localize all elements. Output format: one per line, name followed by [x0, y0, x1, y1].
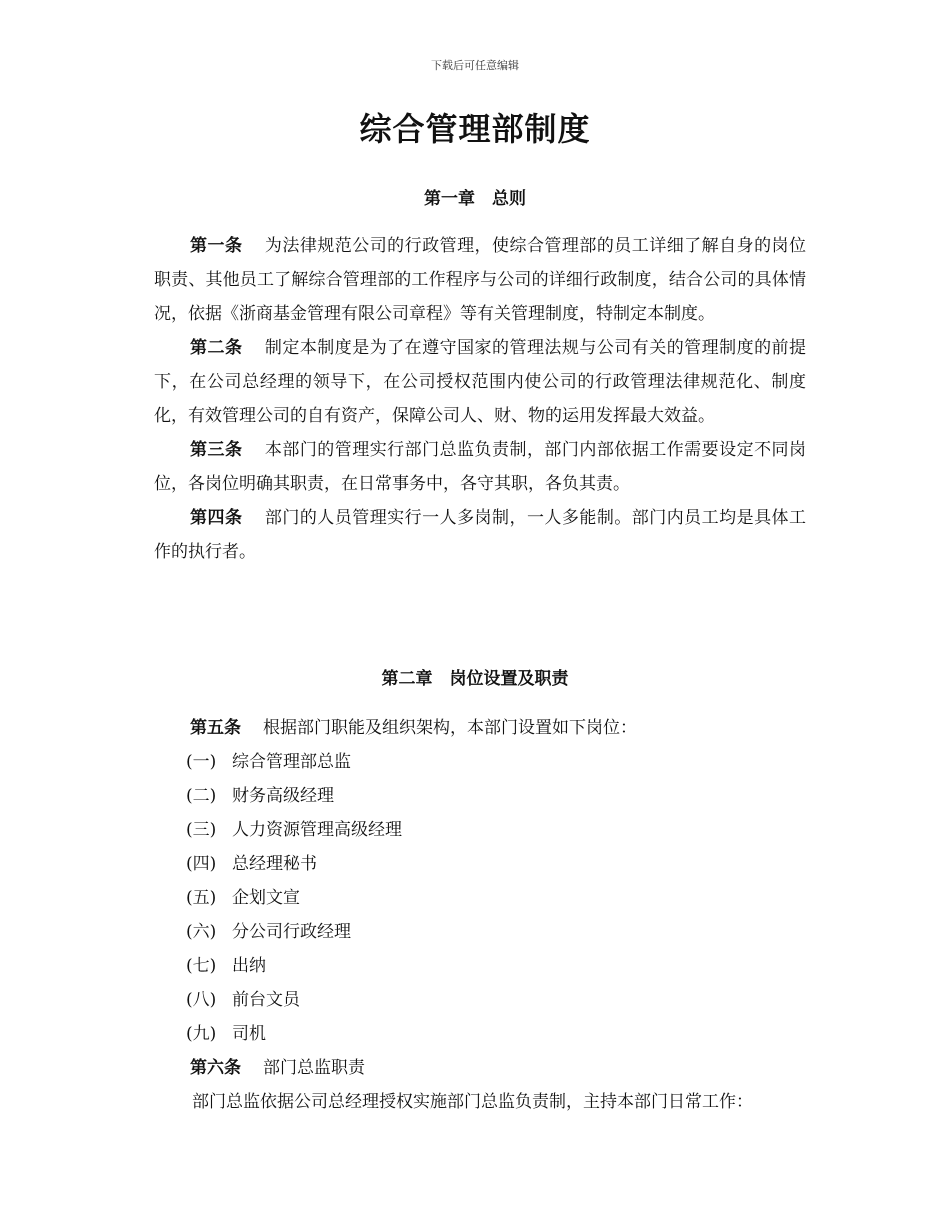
article-2: [154, 331, 806, 433]
position-label: 分公司行政经理: [232, 922, 351, 942]
article-5-number: 第五条: [190, 718, 241, 738]
position-item: [154, 949, 806, 983]
position-label: 综合管理部总监: [232, 752, 351, 772]
article-3-text: 本部门的管理实行部门总监负责制，部门内部依据工作需要设定不同岗位，各岗位明确其职责，在日常事务中，各守其职，各负其责。: [154, 440, 807, 494]
chapter-2-heading: 第二章 岗位设置及职责: [381, 669, 569, 689]
position-marker: (三): [186, 820, 217, 840]
position-item: [154, 915, 806, 949]
chapter-1-heading: 第一章 总则: [424, 189, 526, 209]
position-marker: (六): [186, 922, 217, 942]
position-item: [154, 745, 806, 779]
chapter-2-body: [154, 711, 806, 1119]
article-5: [154, 711, 806, 745]
article-1-text: 为法律规范公司的行政管理，使综合管理部的员工详细了解自身的岗位职责、其他员工了解综合管理部的工作程序与公司的详细行政制度，结合公司的具体情况，依据《浙商基金管理有限公司章程》等有关管理制度，特制定本制度。: [154, 236, 807, 324]
position-marker: (九): [186, 1024, 217, 1044]
position-marker: (七): [186, 956, 217, 976]
article-6-text: 部门总监职责: [263, 1058, 365, 1078]
position-label: 前台文员: [232, 990, 300, 1010]
position-item: [154, 1017, 806, 1051]
position-label: 司机: [232, 1024, 266, 1044]
position-item: [154, 847, 806, 881]
article-4: [154, 501, 806, 569]
position-marker: (一): [186, 752, 217, 772]
article-3-number: 第三条: [190, 440, 243, 460]
position-label: 出纳: [232, 956, 266, 976]
position-marker: (八): [186, 990, 217, 1010]
article-2-number: 第二条: [190, 338, 243, 358]
article-3: [154, 433, 806, 501]
article-5-text: 根据部门职能及组织架构，本部门设置如下岗位：: [263, 718, 637, 738]
article-4-text: 部门的人员管理实行一人多岗制，一人多能制。部门内员工均是具体工作的执行者。: [154, 508, 807, 562]
chapter-1-body: [154, 229, 806, 569]
position-item: [154, 881, 806, 915]
position-item: [154, 983, 806, 1017]
article-1: [154, 229, 806, 331]
position-label: 财务高级经理: [232, 786, 334, 806]
position-label: 总经理秘书: [232, 854, 317, 874]
position-marker: (四): [186, 854, 217, 874]
header-note: 下载后可任意编辑: [431, 59, 519, 72]
article-6: [154, 1051, 806, 1085]
position-label: 人力资源管理高级经理: [232, 820, 402, 840]
article-2-text: 制定本制度是为了在遵守国家的管理法规与公司有关的管理制度的前提下，在公司总经理的领导下，在公司授权范围内使公司的行政管理法律规范化、制度化，有效管理公司的自有资产，保障公司人、财、物的运用发挥最大效益。: [154, 338, 807, 426]
position-item: [154, 779, 806, 813]
position-label: 企划文宣: [232, 888, 300, 908]
article-6-description: 部门总监依据公司总经理授权实施部门总监负责制，主持本部门日常工作：: [192, 1092, 753, 1112]
position-marker: (五): [186, 888, 217, 908]
position-marker: (二): [186, 786, 217, 806]
document-title: 综合管理部制度: [359, 110, 591, 148]
article-6-number: 第六条: [190, 1058, 241, 1078]
position-item: [154, 813, 806, 847]
article-1-number: 第一条: [190, 236, 243, 256]
article-4-number: 第四条: [190, 508, 243, 528]
